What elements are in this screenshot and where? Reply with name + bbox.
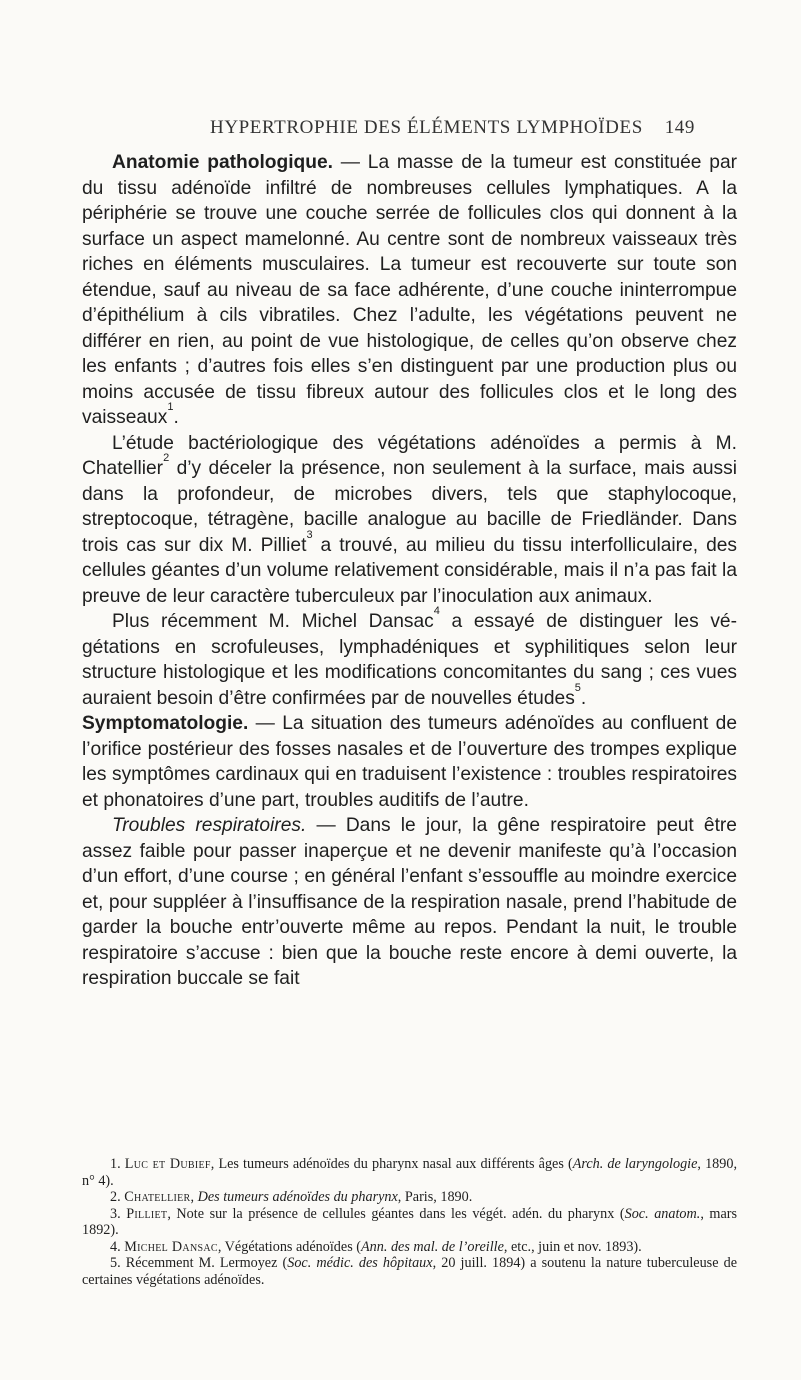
footnote-number: 4. — [110, 1238, 125, 1255]
paragraph-text: a trouvé, au milieu du tissu interfolliculaire, des cellules géantes d’un volume relativement considérable, mais il n’a pas fait la preuve de leur caractère tuberculeux par l’inoculation aux animaux. — [82, 534, 738, 607]
paragraph-anatomie — [82, 150, 737, 431]
paragraph-text: — La masse de la tumeur est constituée par du tissu adénoïde infiltré de nombreuses cellules lymphatiques. A la périphérie se trouve une couche serrée de follicules clos qui donnent à la surface un aspect mamelonné. Au centre sont de nombreux vaisseaux très riches en éléments musculaires. La tumeur est recouverte sur toute son étendue, sauf au niveau de sa face adhérente, d’une couche ininterrompue d’épithélium à cils vibratiles. Chez l’adulte, les végétations peuvent ne différer en rien, au point de vue histologique, de celles qu’on observe chez les enfants ; d’autres fois elles s’en distinguent par une production plus ou moins accusée de tissu fibreux autour des follicules clos et le long des vaisseaux — [82, 152, 738, 428]
footnote-text: , 20 juill. 1894) a soutenu la nature tuberculeuse de certaines végétations adénoïdes. — [82, 1255, 737, 1288]
footnote-text: Récemment M. Lermoyez ( — [125, 1255, 288, 1271]
footnote-ref: 4 — [433, 605, 440, 617]
section-heading-symptomatologie: Symptomatologie. — [82, 713, 249, 734]
footnote — [82, 1255, 737, 1288]
footnote — [82, 1206, 737, 1239]
paragraph-text: d’y déceler la présence, non seulement à la surface, mais aussi dans la profondeur, de microbes divers, tels que staphylocoque, streptocoque, tétragène, bacille analogue au bacille de Friedländer. Dans trois cas sur dix M. Pilliet — [82, 458, 737, 556]
footnote-ref: 2 — [163, 452, 170, 464]
footnote-ref: 3 — [306, 528, 313, 541]
footnote-ref: 5 — [574, 681, 581, 694]
paragraph-text: . — [580, 687, 587, 709]
paragraph-text: — Dans le jour, la gêne respiratoire peut être assez faible pour passer inaperçue et ne devenir manifeste qu’à l’occasion d’un effort, d’une course ; en général l’enfant s’essouffle au moindre exercice et, pour suppléer à l’insuffisance de la respiration nasale, prend l’habitude de garder la bouche entr’ouverte même au repos. Pendant la nuit, le trouble respiratoire s’accuse : bien que la bouche reste encore à demi ouverte, la respiration buccale se fait — [82, 815, 737, 989]
footnote-journal: Ann. des mal. de l’oreille — [361, 1238, 504, 1255]
footnote-text: , Végétations adénoïdes ( — [217, 1238, 361, 1255]
running-header — [210, 117, 695, 139]
paragraph-text: L’étude bactériologique des végétations adénoïdes a permis à M. Chatellier — [82, 432, 737, 479]
footnote-text: , — [190, 1189, 198, 1205]
paragraph-dansac — [82, 605, 737, 711]
paragraph-symptomatologie — [82, 711, 737, 813]
section-heading-anatomie: Anatomie pathologique. — [112, 152, 333, 173]
paragraph-text: . — [173, 407, 179, 428]
footnote-text: , mars 1892). — [82, 1205, 738, 1238]
footnote-text: , Note sur la présence de cellules géantes dans les végét. adén. du pharynx ( — [167, 1205, 625, 1222]
footnote-journal: Soc. médic. des hôpitaux — [287, 1255, 433, 1271]
footnote-text: , 1890, n° 4). — [82, 1156, 737, 1189]
footnote-ref: 1 — [167, 401, 174, 413]
paragraph-text: Plus récemment M. Michel Dansac — [112, 611, 434, 632]
footnote-journal: Soc. anatom. — [624, 1205, 701, 1222]
footnote-text: , Paris, 1890. — [397, 1189, 473, 1205]
footnote-journal: Des tumeurs adénoïdes du pharynx — [197, 1189, 398, 1205]
footnote-author: Pilliet — [126, 1205, 168, 1222]
subsection-heading-troubles: Troubles respiratoires. — [112, 815, 307, 836]
footnote — [82, 1239, 737, 1256]
footnote-author: Chatellier — [124, 1189, 191, 1205]
footnote-author: Luc et Dubief — [124, 1156, 211, 1172]
paragraph-text: — La situation des tumeurs adénoïdes au confluent de l’orifice postérieur des fosses nasales et de l’ouverture des trompes explique les symptômes cardinaux qui en traduisent l’existence : troubles respiratoires et phonatoires d’une part, troubles auditifs de l’autre. — [82, 713, 737, 811]
footnote — [82, 1156, 737, 1189]
footnote-number: 5. — [110, 1255, 126, 1271]
paragraph-text: a essayé de distinguer les végétations en scrofuleuses, lymphadéniques et syphilitiques selon leur structure histologique et les modifications concomitantes du sang ; ces vues auraient besoin d’être confirmées par de nouvelles études — [82, 611, 737, 709]
footnote — [82, 1189, 737, 1206]
footnote-author: Michel Dansac — [124, 1238, 218, 1255]
footnote-journal: Arch. de laryngologie — [572, 1156, 698, 1172]
footnote-number: 2. — [110, 1189, 125, 1205]
page-number: 149 — [664, 117, 695, 138]
paragraph-troubles-respiratoires — [82, 813, 737, 992]
footnotes — [82, 1156, 737, 1288]
footnote-text: , Les tumeurs adénoïdes du pharynx nasal aux différents âges ( — [210, 1156, 573, 1172]
footnote-number: 3. — [110, 1205, 127, 1222]
running-title: HYPERTROPHIE DES ÉLÉMENTS LYMPHOÏDES — [210, 117, 643, 138]
paragraph-bacteriologie — [82, 431, 737, 610]
footnote-text: , etc., juin et nov. 1893). — [503, 1238, 642, 1255]
footnote-number: 1. — [110, 1156, 125, 1172]
main-text — [82, 150, 737, 992]
